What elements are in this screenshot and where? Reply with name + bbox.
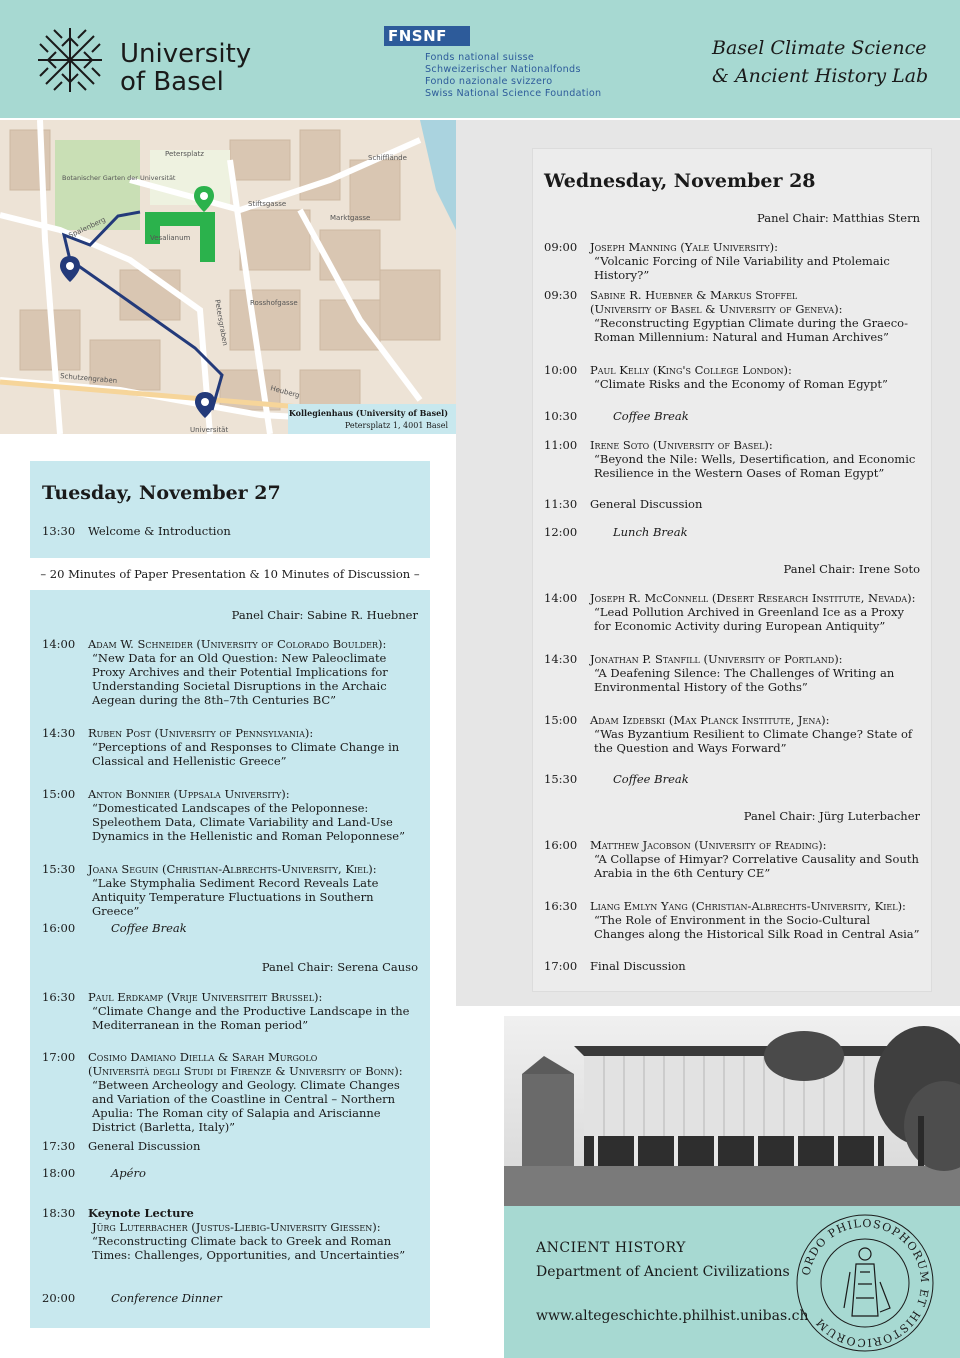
map-label: Petersplatz xyxy=(165,150,204,158)
talk-title: “New Data for an Old Question: New Paleoclimate Proxy Archives and their Potential Implications for Understanding Societal Disruptions in the Archaic Aegean during the 8th–7th Centuries BC” xyxy=(92,651,388,707)
item-time: 12:00 xyxy=(544,525,578,539)
item-time: 14:30 xyxy=(42,726,76,740)
university-name xyxy=(120,40,251,96)
speaker-name: Joseph R. McConnell (Desert Research Institute, Nevada): xyxy=(590,591,916,605)
panel-chair: Panel Chair: Sabine R. Huebner xyxy=(231,608,418,622)
talk-title: “Reconstructing Egyptian Climate during the Graeco-Roman Millennium: Natural and Human Archives” xyxy=(594,316,908,344)
item-time: 16:30 xyxy=(42,990,76,1004)
item-time: 20:00 xyxy=(42,1291,76,1305)
map-label: Schutzengraben xyxy=(59,372,118,385)
speaker-name: Liang Emlyn Yang (Christian-Albrechts-University, Kiel): xyxy=(590,899,906,913)
department-heading: ANCIENT HISTORY xyxy=(536,1240,686,1256)
item-time: 17:30 xyxy=(42,1139,76,1153)
item-time: 09:30 xyxy=(544,288,578,302)
talk-title: “Reconstructing Climate back to Greek and Roman Times: Challenges, Opportunities, and Uncertainties” xyxy=(92,1234,406,1262)
talk-title: “Climate Risks and the Economy of Roman Egypt” xyxy=(594,377,888,391)
item-time: 17:00 xyxy=(42,1050,76,1064)
talk-title: “Was Byzantium Resilient to Climate Change? State of the Question and Ways Forward” xyxy=(594,727,913,755)
item-time: 10:00 xyxy=(544,363,578,377)
footer-band xyxy=(504,1206,960,1358)
panel-chair: Panel Chair: Serena Causo xyxy=(261,960,418,974)
speaker-name: Paul Kelly (King's College London): xyxy=(590,363,792,377)
item-time: 13:30 xyxy=(42,524,76,538)
speaker-name: Matthew Jacobson (University of Reading): xyxy=(590,838,827,852)
item-text: General Discussion xyxy=(590,497,703,511)
panel-chair: Panel Chair: Jürg Luterbacher xyxy=(743,809,920,823)
speaker-name: Adam W. Schneider (University of Colorado Boulder): xyxy=(88,637,387,651)
wednesday-title: Wednesday, November 28 xyxy=(544,170,816,192)
map-label: Marktgasse xyxy=(330,214,371,222)
speaker-name: Irene Soto (University of Basel): xyxy=(590,438,773,452)
speaker-name: Sabine R. Huebner & Markus Stoffel xyxy=(590,288,798,302)
speaker-affiliation: (University of Basel & University of Geneva): xyxy=(590,302,843,316)
lab-title xyxy=(712,34,928,90)
panel-chair: Panel Chair: Matthias Stern xyxy=(757,211,920,225)
item-time: 18:00 xyxy=(42,1166,76,1180)
map-label: Rosshofgasse xyxy=(250,299,298,307)
map-canvas xyxy=(0,120,456,434)
speaker-name: Jürg Luterbacher (Justus-Liebig-University Giessen): xyxy=(92,1220,381,1234)
speaker-name: Joana Seguin (Christian-Albrechts-University, Kiel): xyxy=(88,862,377,876)
snf-line: Fondo nazionale svizzero xyxy=(425,76,553,87)
kollegienhaus-photo xyxy=(504,1016,960,1206)
speaker-name: Jonathan P. Stanfill (University of Portland): xyxy=(590,652,843,666)
map-label: Universität xyxy=(190,426,229,434)
snf-line: Fonds national suisse xyxy=(425,52,535,63)
department-name: Department of Ancient Civilizations xyxy=(536,1264,790,1280)
tuesday-opening-panel xyxy=(30,461,430,558)
item-time: 11:30 xyxy=(544,497,578,511)
ordo-philosophorum-seal-icon xyxy=(794,1212,936,1354)
speaker-name: Joseph Manning (Yale University): xyxy=(590,240,779,254)
lab-title-line1: Basel Climate Science xyxy=(712,37,927,59)
university-name-line1: University xyxy=(120,39,252,69)
talk-title: “A Collapse of Himyar? Correlative Causality and South Arabia in the 6th Century CE” xyxy=(594,852,919,880)
break-label: Lunch Break xyxy=(613,525,688,539)
header-band xyxy=(0,0,960,118)
map-label: Heuberg xyxy=(269,384,301,400)
item-time: 09:00 xyxy=(544,240,578,254)
presentation-format-note: – 20 Minutes of Paper Presentation & 10 Minutes of Discussion – xyxy=(30,558,430,590)
panel-chair: Panel Chair: Irene Soto xyxy=(783,562,920,576)
item-time: 16:30 xyxy=(544,899,578,913)
keynote-label: Keynote Lecture xyxy=(88,1206,194,1220)
item-text: Final Discussion xyxy=(590,959,686,973)
map-caption-title: Kollegienhaus (University of Basel) xyxy=(288,408,448,418)
item-text: General Discussion xyxy=(88,1139,201,1153)
break-label: Coffee Break xyxy=(613,772,689,786)
item-time: 16:00 xyxy=(544,838,578,852)
item-time: 15:30 xyxy=(544,772,578,786)
map-label: Stiftsgasse xyxy=(248,200,287,208)
item-time: 15:00 xyxy=(544,713,578,727)
talk-title: “Beyond the Nile: Wells, Desertification, and Economic Resilience in the Western Oases of Roman Egypt” xyxy=(594,452,916,480)
map-caption-address: Petersplatz 1, 4001 Basel xyxy=(344,421,448,430)
speaker-affiliation: (Università degli Studi di Firenze & University of Bonn): xyxy=(88,1064,403,1078)
location-map[interactable] xyxy=(0,120,456,434)
talk-title: “Perceptions of and Responses to Climate Change in Classical and Hellenistic Greece” xyxy=(92,740,400,768)
talk-title: “Lead Pollution Archived in Greenland Ice as a Proxy for Economic Activity during European Antiquity” xyxy=(594,605,904,633)
speaker-name: Ruben Post (University of Pennsylvania): xyxy=(88,726,314,740)
item-time: 17:00 xyxy=(544,959,578,973)
speaker-name: Adam Izdebski (Max Planck Institute, Jena): xyxy=(590,713,830,727)
map-label: Spalenberg xyxy=(67,215,107,240)
department-url-link[interactable]: www.altegeschichte.philhist.unibas.ch xyxy=(536,1308,809,1324)
item-time: 18:30 xyxy=(42,1206,76,1220)
talk-title: “Climate Change and the Productive Landscape in the Mediterranean in the Roman period” xyxy=(92,1004,410,1032)
university-name-line2: of Basel xyxy=(120,67,224,97)
item-time: 15:00 xyxy=(42,787,76,801)
item-time: 16:00 xyxy=(42,921,76,935)
speaker-name: Paul Erdkamp (Vrije Universiteit Brussel): xyxy=(88,990,323,1004)
snf-line: Swiss National Science Foundation xyxy=(425,88,602,99)
item-time: 15:30 xyxy=(42,862,76,876)
snf-line: Schweizerischer Nationalfonds xyxy=(425,64,581,75)
map-label: Petersgraben xyxy=(213,298,230,347)
building-illustration xyxy=(504,1016,960,1206)
map-label: Schifflände xyxy=(368,154,407,162)
tuesday-title: Tuesday, November 27 xyxy=(42,482,281,504)
talk-title: “Between Archeology and Geology. Climate Changes and Variation of the Coastline in Central – Northern Apulia: The Roman city of Salapia and Ariscianne District (Barletta, Italy)” xyxy=(92,1078,400,1134)
item-time: 14:30 xyxy=(544,652,578,666)
map-caption xyxy=(288,404,456,434)
map-label: Vesalianum xyxy=(150,234,191,242)
speaker-name: Cosimo Damiano Diella & Sarah Murgolo xyxy=(88,1050,318,1064)
snf-logo: FNSNF xyxy=(384,26,470,46)
item-time: 14:00 xyxy=(544,591,578,605)
snf-name-lines xyxy=(425,52,601,100)
svg-text:ORDO PHILOSOPHORUM ET HISTORIC xyxy=(799,1217,931,1349)
item-time: 14:00 xyxy=(42,637,76,651)
talk-title: “Lake Stymphalia Sediment Record Reveals Late Antiquity Temperature Fluctuations in Southern Greece” xyxy=(92,876,379,918)
item-time: 11:00 xyxy=(544,438,578,452)
break-label: Conference Dinner xyxy=(111,1291,222,1305)
break-label: Apéro xyxy=(111,1166,146,1180)
seal-text: ORDO PHILOSOPHORUM ET HISTORICORUM xyxy=(799,1216,932,1350)
item-text: Welcome & Introduction xyxy=(88,524,231,538)
break-label: Coffee Break xyxy=(111,921,187,935)
lab-title-line2: & Ancient History Lab xyxy=(712,65,929,87)
map-label: Botanischer Garten der Universität xyxy=(62,174,176,182)
item-time: 10:30 xyxy=(544,409,578,423)
talk-title: “Volcanic Forcing of Nile Variability and Ptolemaic History?” xyxy=(594,254,890,282)
university-of-basel-logo-icon xyxy=(34,24,106,96)
break-label: Coffee Break xyxy=(613,409,689,423)
talk-title: “The Role of Environment in the Socio-Cultural Changes along the Historical Silk Road in Central Asia” xyxy=(594,913,920,941)
talk-title: “A Deafening Silence: The Challenges of Writing an Environmental History of the Goths” xyxy=(594,666,895,694)
talk-title: “Domesticated Landscapes of the Peloponnese: Speleothem Data, Climate Variability and Land-Use Dynamics in the Hellenistic and Roman Peloponnese” xyxy=(92,801,405,843)
speaker-name: Anton Bonnier (Uppsala University): xyxy=(88,787,290,801)
